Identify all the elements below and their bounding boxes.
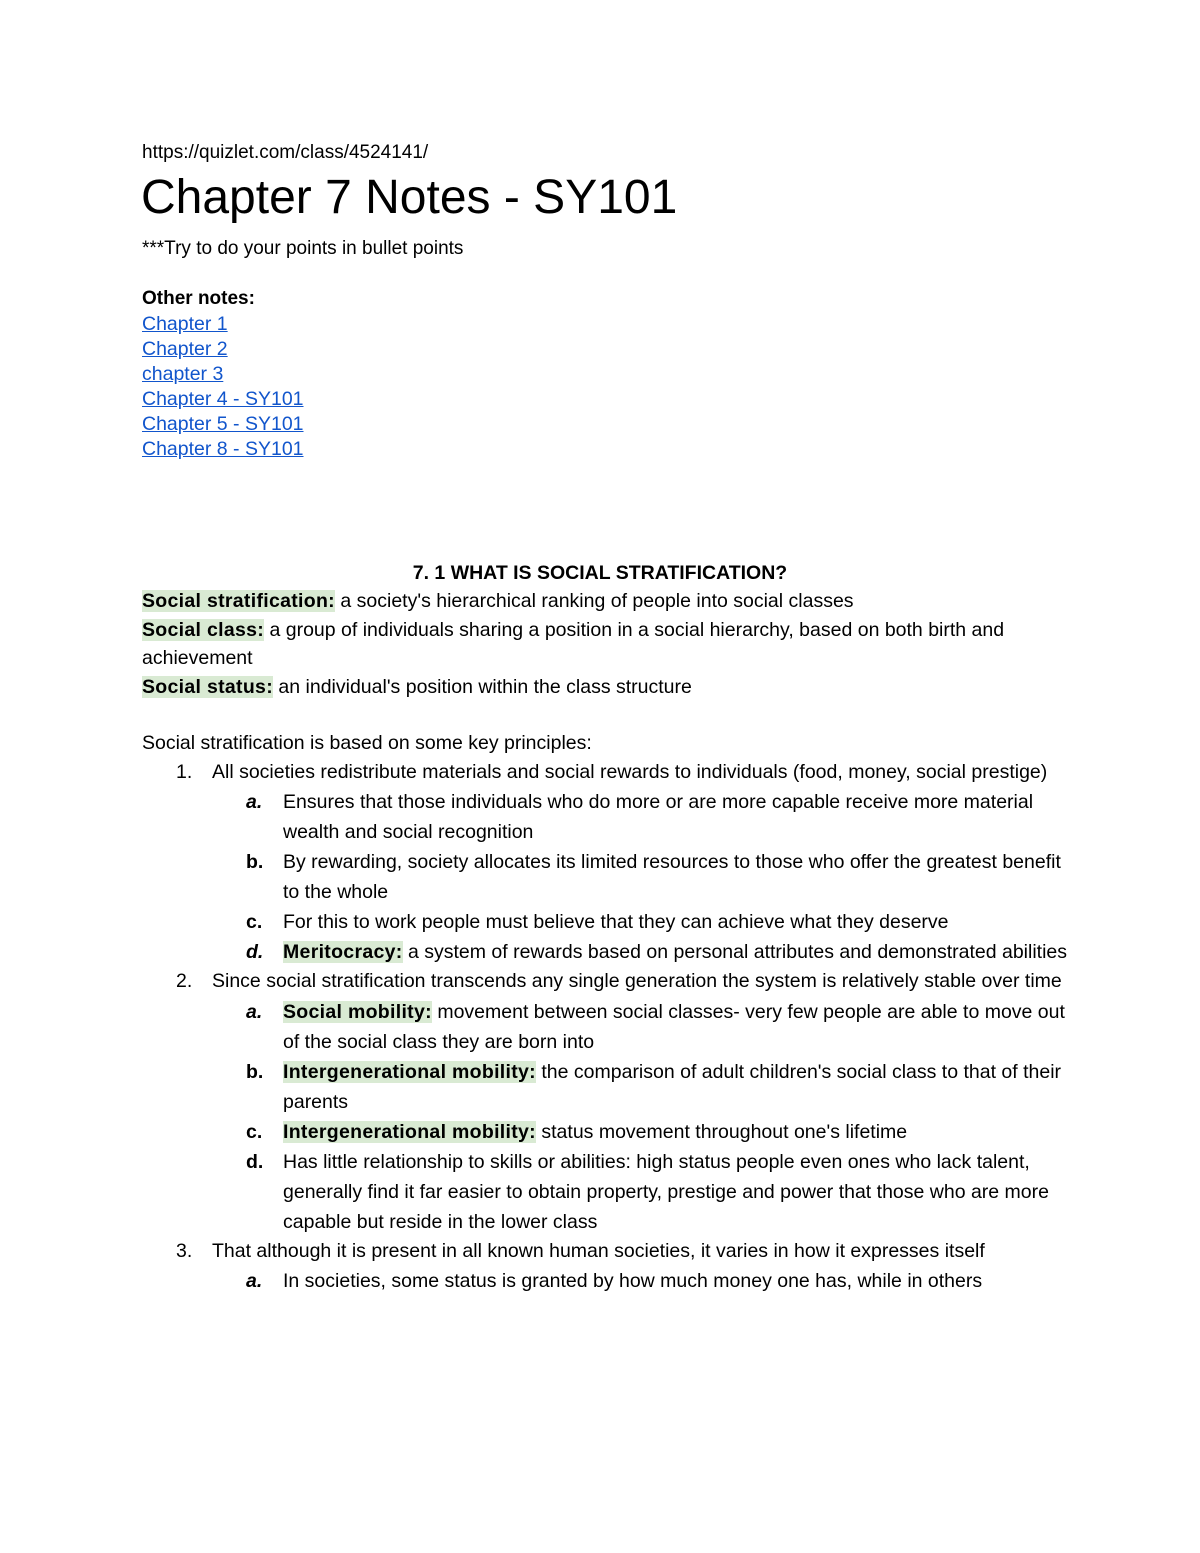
principle-text: Since social stratification transcends any single generation the system is relatively stable over time: [212, 970, 1062, 992]
sub-point: [212, 907, 1072, 937]
sub-point-letter: c.: [246, 1120, 263, 1143]
sub-point-letter: a.: [246, 1270, 263, 1292]
chapter-3-link[interactable]: chapter 3: [142, 363, 224, 385]
sub-point: [212, 847, 1072, 907]
sub-point-letter: c.: [246, 911, 263, 933]
sub-point-text: Has little relationship to skills or abilities: high status people even ones who lack talent, generally find it far easier to obtain property, prestige and power that those who are more capable but reside in the lower class: [283, 1150, 1049, 1233]
other-notes-links: [142, 312, 1072, 462]
definition-social-stratification: [142, 587, 1072, 616]
definition-term: Social status:: [142, 675, 273, 698]
sub-point-letter: a.: [246, 791, 263, 813]
link-item: [142, 362, 1072, 387]
sub-point-letter: d.: [246, 941, 264, 963]
source-url[interactable]: https://quizlet.com/class/4524141/: [142, 142, 429, 163]
sub-point: [212, 1147, 1072, 1237]
sub-point-list: [212, 1266, 1072, 1296]
sub-point-text: Ensures that those individuals who do more or are more capable receive more material wealth and social recognition: [283, 791, 1034, 843]
document-page: [142, 140, 1072, 1296]
chapter-1-link[interactable]: Chapter 1: [142, 313, 228, 335]
sub-point-list: [212, 997, 1072, 1237]
sub-point: [212, 1266, 1072, 1296]
link-item: [142, 412, 1072, 437]
sub-point-term: Intergenerational mobility:: [283, 1120, 536, 1143]
principle-number: 2.: [176, 970, 193, 992]
bullet-point-hint: ***Try to do your points in bullet points: [142, 238, 464, 259]
chapter-5-link[interactable]: Chapter 5 - SY101: [142, 413, 304, 435]
sub-point-letter: a.: [246, 1000, 263, 1023]
sub-point-text: In societies, some status is granted by how much money one has, while in others: [283, 1270, 983, 1292]
principle-item: [142, 758, 1072, 968]
other-notes-label: Other notes:: [142, 288, 255, 309]
principles-intro: Social stratification is based on some key principles:: [142, 732, 592, 754]
definition-text: a society's hierarchical ranking of people into social classes: [334, 590, 854, 612]
sub-point: [212, 787, 1072, 847]
link-item: [142, 337, 1072, 362]
definition-term: Social stratification:: [142, 590, 335, 612]
sub-point-text: By rewarding, society allocates its limited resources to those who offer the greatest benefit to the whole: [283, 851, 1061, 903]
sub-point: [212, 1057, 1072, 1117]
section-heading: 7. 1 WHAT IS SOCIAL STRATIFICATION?: [412, 562, 788, 584]
document-title: Chapter 7 Notes - SY101: [141, 171, 678, 224]
link-item: [142, 437, 1072, 462]
sub-point-term: Meritocracy:: [283, 941, 403, 963]
sub-point-list: [212, 787, 1072, 967]
chapter-2-link[interactable]: Chapter 2: [142, 338, 228, 360]
sub-point-term: Intergenerational mobility:: [283, 1060, 536, 1083]
definition-text: a group of individuals sharing a position in a social hierarchy, based on both birth and achievement: [142, 618, 1005, 669]
sub-point-text: the comparison of adult children's social class to that of their parents: [283, 1060, 1062, 1113]
sub-point-text: For this to work people must believe that they can achieve what they deserve: [283, 911, 949, 933]
principle-item: [142, 967, 1072, 1237]
definition-term: Social class:: [142, 618, 265, 641]
sub-point-text: a system of rewards based on personal attributes and demonstrated abilities: [402, 941, 1068, 963]
principle-text: That although it is present in all known human societies, it varies in how it expresses itself: [212, 1239, 985, 1262]
definition-social-status: [142, 673, 1072, 702]
sub-point-letter: b.: [246, 1060, 264, 1083]
sub-point-letter: b.: [246, 851, 264, 873]
definition-text: an individual's position within the class structure: [273, 675, 692, 698]
principles-list: [142, 758, 1072, 1297]
principle-number: 3.: [176, 1239, 193, 1262]
chapter-4-link[interactable]: Chapter 4 - SY101: [142, 388, 304, 410]
sub-point-text: movement between social classes- very few people are able to move out of the social class they are born into: [283, 1000, 1065, 1053]
sub-point-term: Social mobility:: [283, 1000, 432, 1023]
principle-item: [142, 1237, 1072, 1297]
definition-social-class: [142, 616, 1072, 673]
link-item: [142, 387, 1072, 412]
link-item: [142, 312, 1072, 337]
chapter-8-link[interactable]: Chapter 8 - SY101: [142, 438, 304, 460]
sub-point-text: status movement throughout one's lifetime: [535, 1120, 908, 1143]
sub-point-letter: d.: [246, 1150, 264, 1173]
principle-number: 1.: [176, 760, 193, 783]
sub-point: [212, 997, 1072, 1057]
sub-point: [212, 1117, 1072, 1147]
sub-point: [212, 937, 1072, 967]
principle-text: All societies redistribute materials and social rewards to individuals (food, money, social prestige): [212, 760, 1048, 783]
